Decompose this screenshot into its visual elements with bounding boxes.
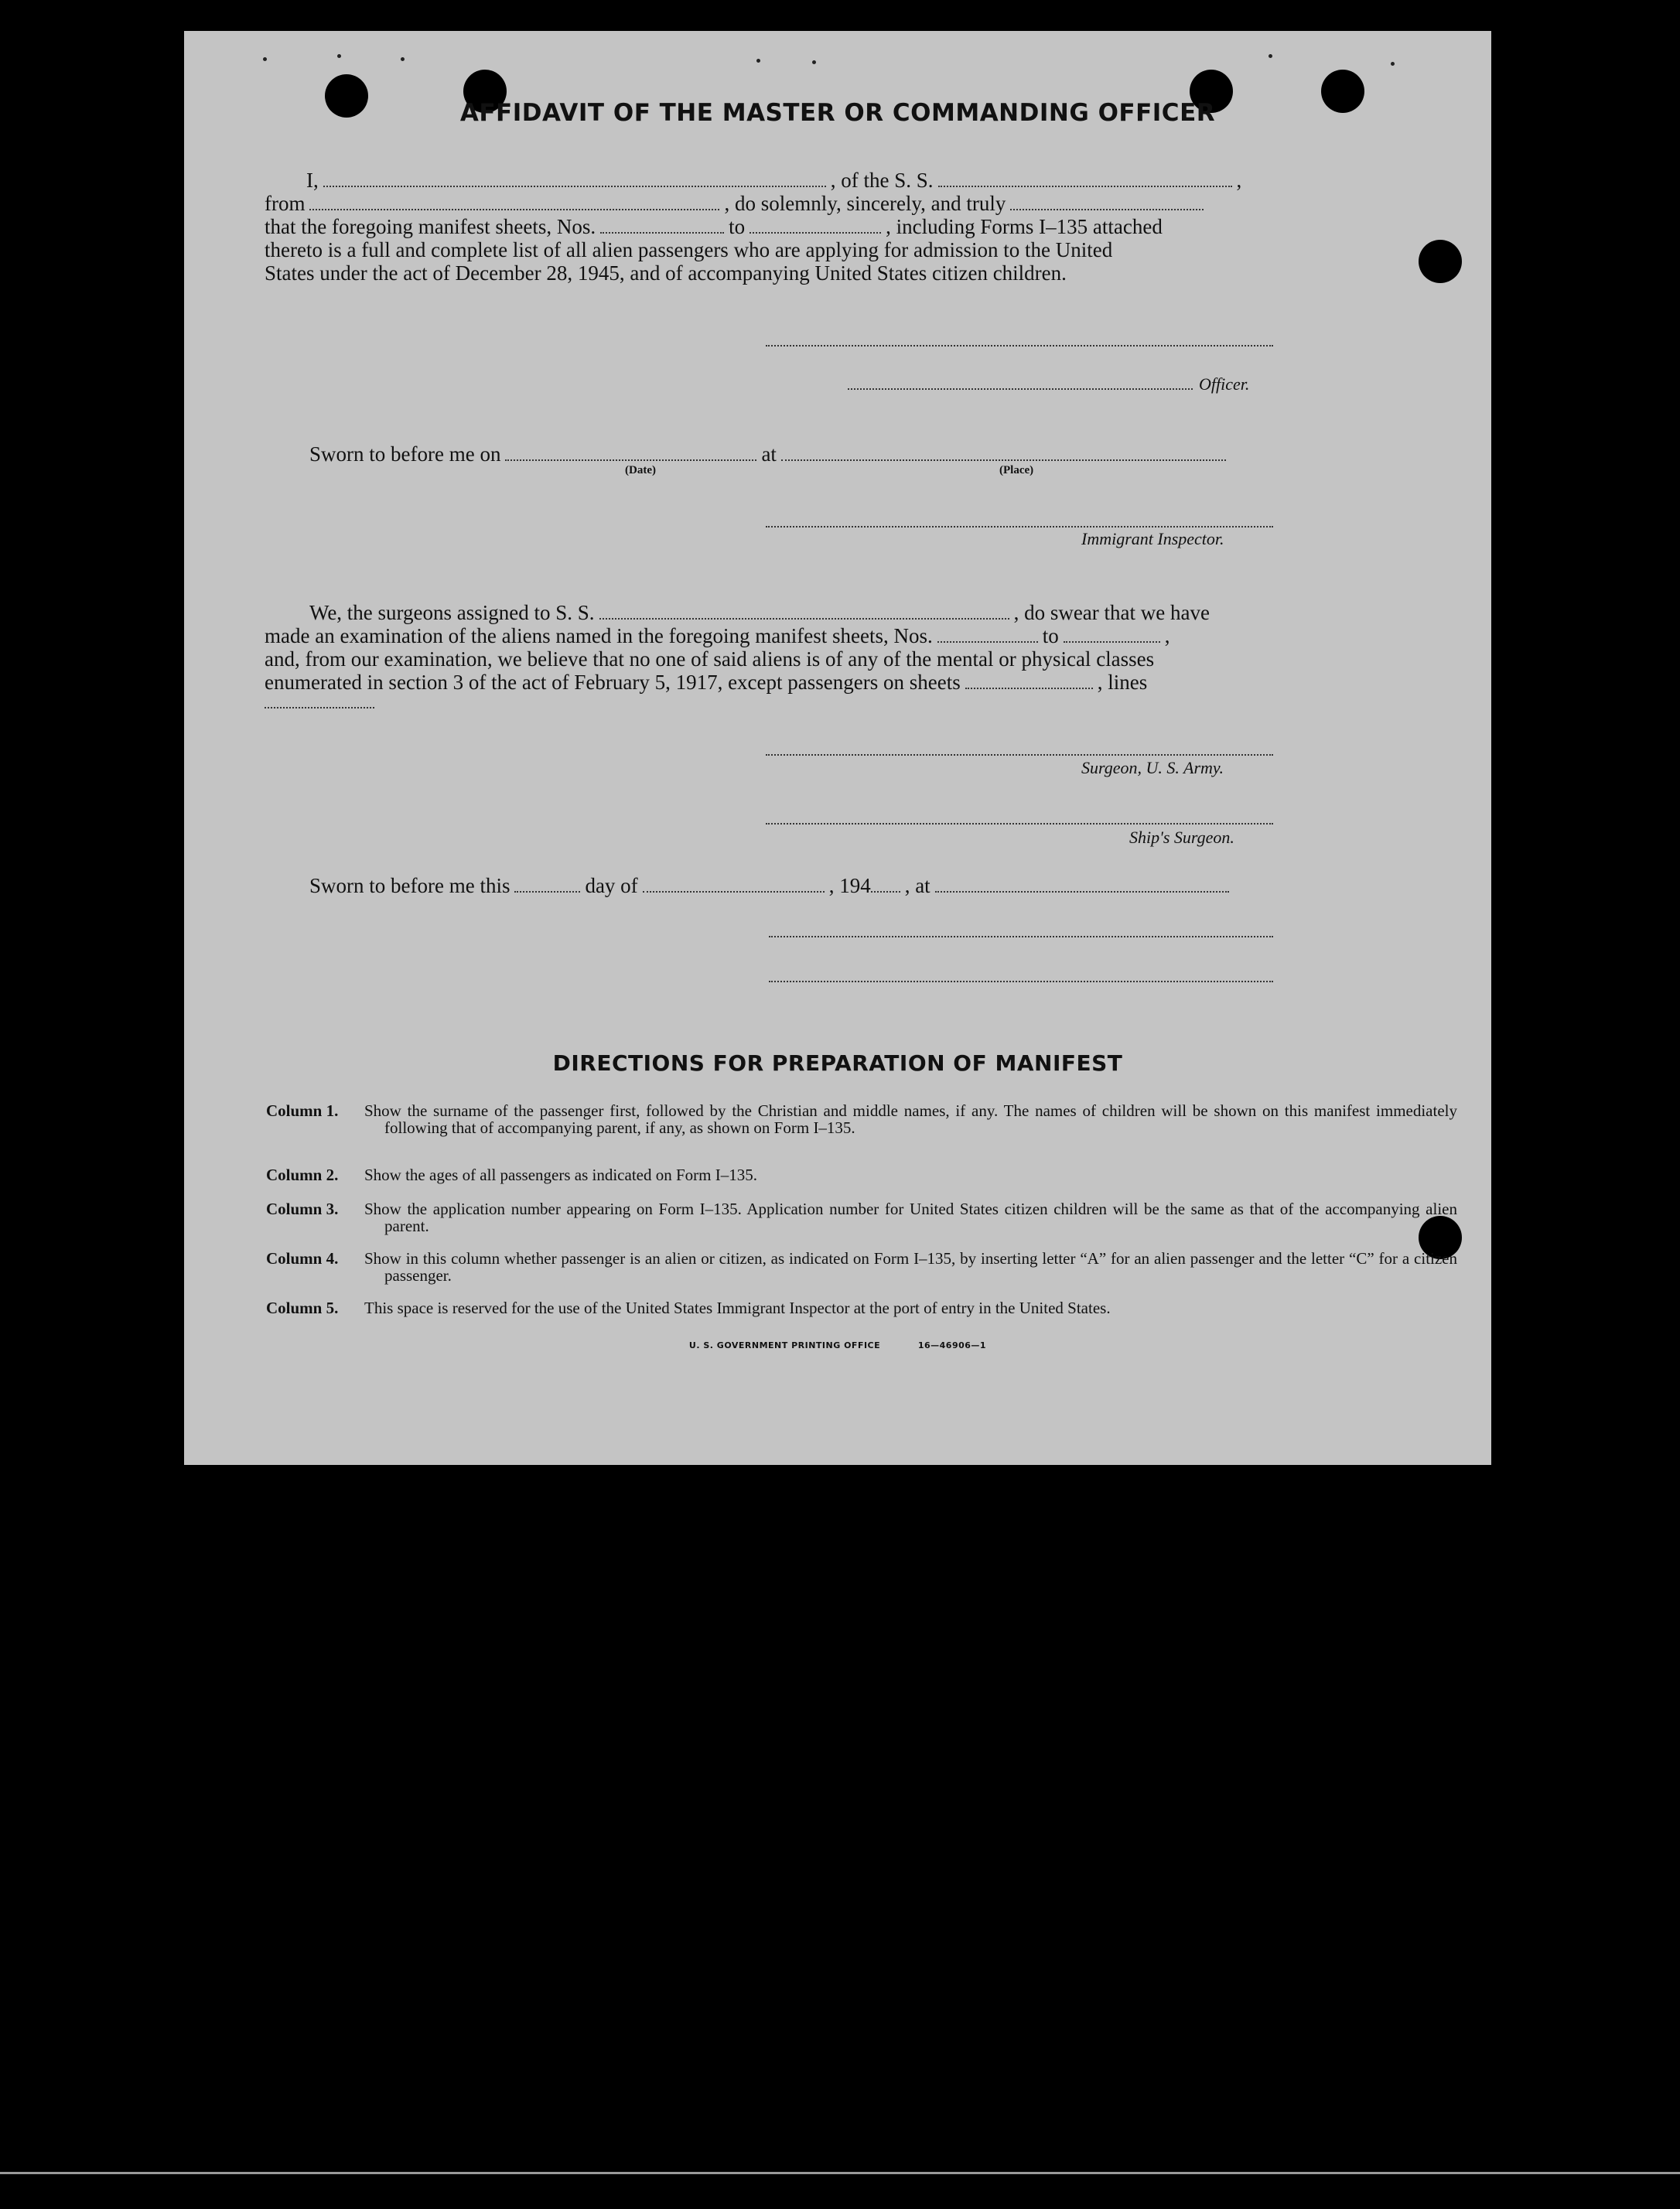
sworn-month-field[interactable] [643, 877, 825, 893]
surgeons-ship-field[interactable] [599, 604, 1009, 620]
place-caption: (Place) [999, 464, 1034, 476]
direction-text: Show the application number appearing on Form I–135. Application number for United States citizen children will be the same as that of the accompanying alien parent. [364, 1200, 1457, 1235]
inspector-caption: Immigrant Inspector. [1081, 529, 1224, 548]
surgeons-line-4 [265, 671, 1147, 694]
surgeons-line-2-b: to [1042, 624, 1059, 647]
speck [756, 59, 760, 63]
direction-label: Column 2. [266, 1166, 339, 1184]
affidavit-line-3-c: , including Forms I–135 attached [886, 215, 1163, 238]
direction-text: Show in this column whether passenger is an alien or citizen, as indicated on Form I–135, by inserting letter “A” for an alien passenger and the letter “C” for a citizen passenger. [364, 1249, 1457, 1285]
sworn-at2-label: , at [904, 874, 930, 897]
ship-name-field[interactable] [938, 172, 1232, 187]
from-port-field[interactable] [309, 195, 719, 210]
ship-surgeon-caption: Ship's Surgeon. [1129, 828, 1234, 847]
date-caption: (Date) [625, 464, 656, 476]
affiant-field[interactable] [1010, 195, 1204, 210]
affidavit-line-1-b: , of the S. S. [830, 169, 934, 192]
army-surgeon-signature-line[interactable] [766, 754, 1273, 756]
surgeons-line-4-a: enumerated in section 3 of the act of February 5, 1917, except passengers on sheets [265, 671, 961, 694]
sheets-to-field[interactable] [750, 218, 881, 234]
direction-text: Show the surname of the passenger first, followed by the Christian and middle names, if any. The names of children will be shown on this manifest immediately following that of accompanying parent, if any, as shown on Form I–135. [364, 1101, 1457, 1137]
ship-surgeon-signature-line[interactable] [766, 823, 1273, 825]
surgeons-line-2-a: made an examination of the aliens named in the foregoing manifest sheets, Nos. [265, 624, 933, 647]
surgeons-line-2 [265, 624, 1170, 647]
officer-caption: Officer. [1199, 374, 1250, 394]
scan-edge-line [0, 2172, 1680, 2174]
officer-signature-line[interactable] [848, 388, 1193, 390]
sworn-dayof-label: day of [585, 874, 638, 897]
affidavit-line-1-a: I, [306, 169, 319, 192]
direction-label: Column 4. [266, 1249, 339, 1268]
direction-label: Column 3. [266, 1200, 339, 1218]
affidavit-line-2-b: , do solemnly, sincerely, and truly [724, 192, 1006, 215]
speck [1269, 54, 1272, 58]
affidavit-line-4: thereto is a full and complete list of all alien passengers who are applying for admission to the United [265, 238, 1113, 261]
surgeons-line-2-c: , [1164, 624, 1170, 647]
sworn-this-line [309, 874, 1234, 897]
affidavit-line-1-c: , [1236, 169, 1242, 192]
sworn-this-label: Sworn to before me this [309, 874, 510, 897]
master-name-field[interactable] [323, 172, 826, 187]
sworn-date-field[interactable] [505, 446, 756, 461]
affidavit-line-2-a: from [265, 192, 306, 215]
speck [1391, 62, 1395, 66]
speck [263, 57, 267, 61]
speck [812, 60, 816, 64]
army-surgeon-caption: Surgeon, U. S. Army. [1081, 758, 1224, 777]
affidavit-line-3 [265, 215, 1163, 238]
sworn-place2-field[interactable] [935, 877, 1229, 893]
sworn-day-field[interactable] [514, 877, 580, 893]
inspector-signature-line-3[interactable] [769, 981, 1273, 982]
inspector-signature-line-2[interactable] [769, 936, 1273, 937]
surgeons-line-1-a: We, the surgeons assigned to S. S. [309, 601, 595, 624]
sworn-before-label: Sworn to before me on [309, 442, 501, 466]
affidavit-line-2 [265, 192, 1208, 215]
sworn-place-field[interactable] [781, 446, 1226, 461]
sworn-at-label: at [761, 442, 777, 466]
form-number: 16—46906—1 [917, 1340, 987, 1350]
surgeons-line-1-b: , do swear that we have [1013, 601, 1210, 624]
exam-sheets-from-field[interactable] [937, 627, 1038, 643]
affidavit-line-1 [306, 169, 1459, 192]
direction-label: Column 1. [266, 1101, 339, 1120]
inspector-signature-line[interactable] [766, 526, 1273, 527]
affidavit-line-3-a: that the foregoing manifest sheets, Nos. [265, 215, 596, 238]
form-page [184, 31, 1491, 1465]
sworn-year-label: , 194 [828, 874, 871, 897]
exam-sheets-to-field[interactable] [1064, 627, 1160, 643]
directions-title: DIRECTIONS FOR PREPARATION OF MANIFEST [552, 1050, 1123, 1076]
affidavit-line-5: States under the act of December 28, 1945, and of accompanying United States citizen children. [265, 261, 1067, 285]
sworn-before-line [309, 442, 1231, 466]
sworn-year-field[interactable] [871, 877, 900, 893]
surgeons-line-3: and, from our examination, we believe that no one of said aliens is of any of the mental or physical classes [265, 647, 1155, 671]
direction-label: Column 5. [266, 1299, 339, 1317]
lines-field[interactable] [265, 707, 374, 708]
except-sheets-field[interactable] [965, 674, 1093, 689]
speck [401, 57, 405, 61]
surgeons-line-4-b: , lines [1097, 671, 1148, 694]
sheets-from-field[interactable] [600, 218, 724, 234]
direction-text: Show the ages of all passengers as indicated on Form I–135. [364, 1166, 757, 1184]
affidavit-line-3-b: to [729, 215, 746, 238]
printer-name: U. S. GOVERNMENT PRINTING OFFICE [688, 1340, 881, 1350]
affidavit-title: AFFIDAVIT OF THE MASTER OR COMMANDING OFFICER [459, 99, 1216, 127]
signature-line[interactable] [766, 345, 1273, 347]
direction-text: This space is reserved for the use of the United States Immigrant Inspector at the port of entry in the United States. [364, 1299, 1111, 1317]
speck [337, 54, 341, 58]
printer-footer [184, 1340, 1491, 1350]
surgeons-line-1 [309, 601, 1210, 624]
punch-hole [1419, 240, 1462, 283]
